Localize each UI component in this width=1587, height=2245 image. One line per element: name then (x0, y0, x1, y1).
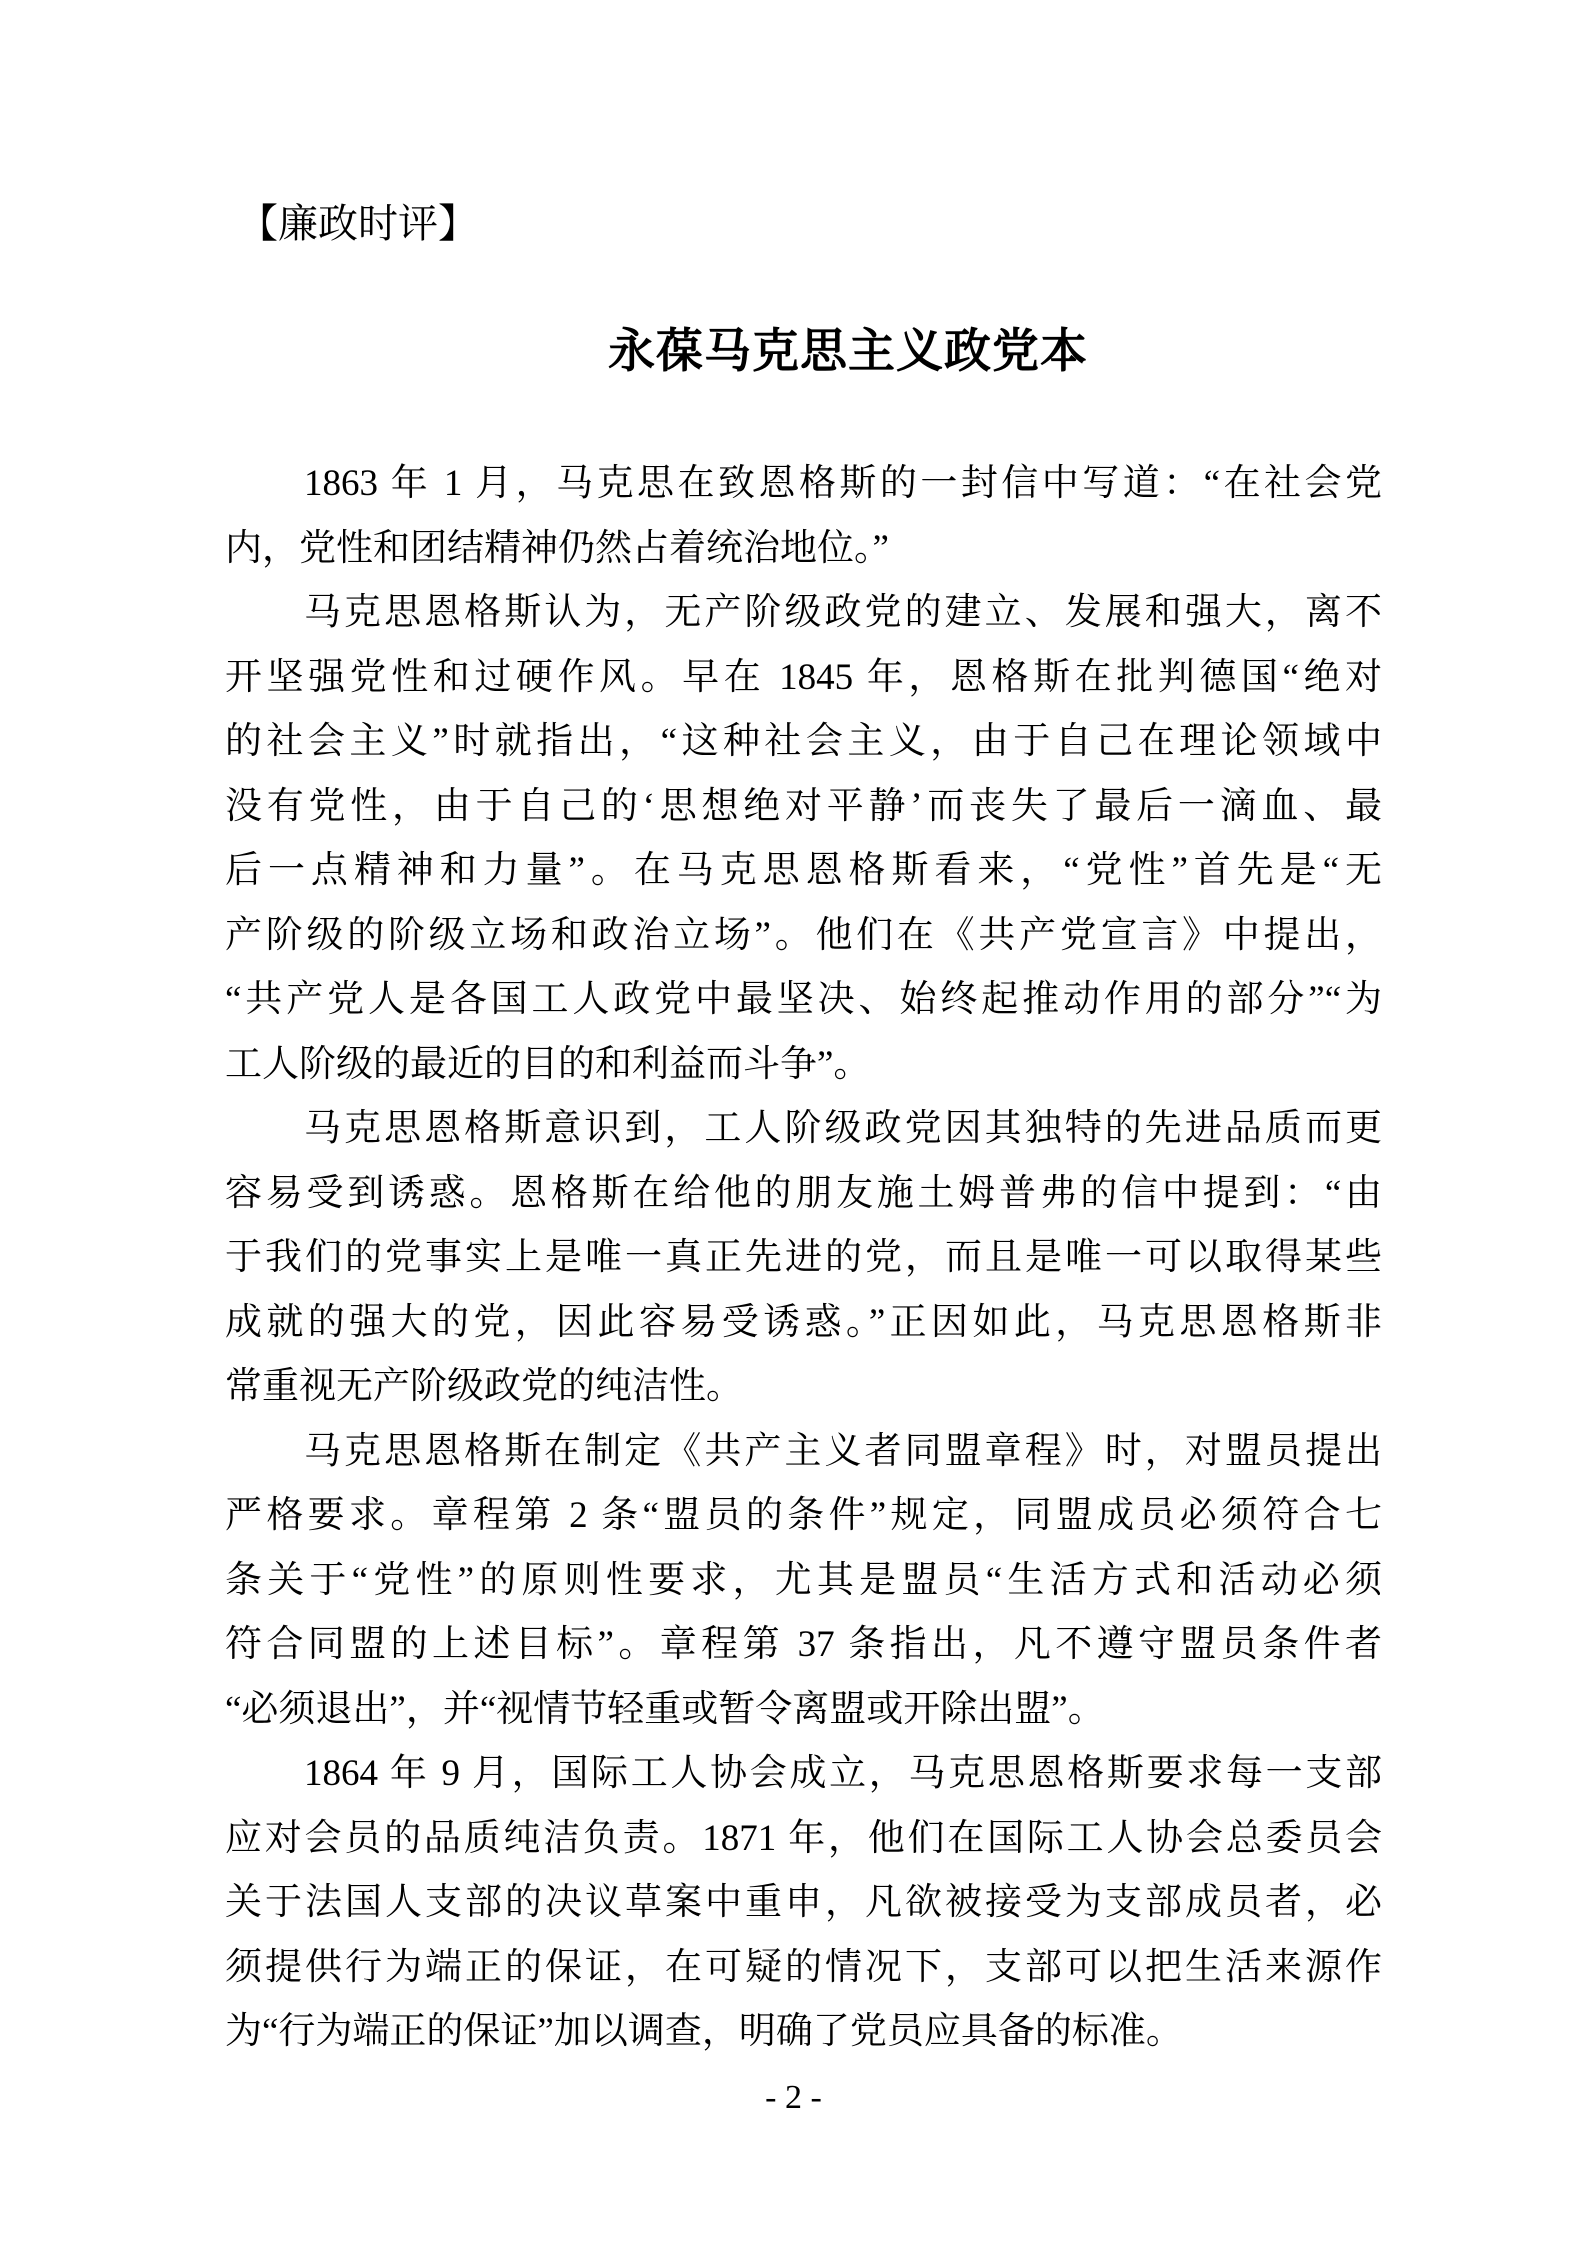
paragraph (225, 1097, 1382, 1420)
text-line: 工人阶级的最近的目的和利益而斗争”。 (225, 1043, 871, 1085)
text-line: 成就的强大的党，因此容易受诱惑。”正因如此，马克思恩格斯非 (225, 1301, 1382, 1343)
text-line: 1864 年 9 月，国际工人协会成立，马克思恩格斯要求每一支部 (304, 1753, 1382, 1794)
text-line: 的社会主义”时就指出，“这种社会主义，由于自己在理论领域中 (225, 721, 1382, 762)
text-line: 严格要求。章程第 2 条“盟员的条件”规定，同盟成员必须符合七 (225, 1495, 1382, 1536)
text-line: 内，党性和团结精神仍然占着统治地位。” (225, 527, 889, 569)
section-label: 【廉政时评】 (238, 201, 478, 246)
text-line: 应对会员的品质纯洁负责。1871 年，他们在国际工人协会总委员会 (225, 1817, 1382, 1859)
text-line: 后一点精神和力量”。在马克思恩格斯看来，“党性”首先是“无 (225, 850, 1382, 891)
text-line: 于我们的党事实上是唯一真正先进的党，而且是唯一可以取得某些 (225, 1237, 1382, 1278)
page-title: 永葆马克思主义政党本 (608, 326, 1088, 378)
text-line: 马克思恩格斯认为，无产阶级政党的建立、发展和强大，离不 (304, 592, 1382, 633)
text-line: 符合同盟的上述目标”。章程第 37 条指出，凡不遵守盟员条件者 (225, 1624, 1382, 1665)
paragraph (225, 452, 1382, 581)
paragraph (225, 1420, 1382, 1743)
body-text (225, 452, 1382, 2065)
text-line: 开坚强党性和过硬作风。早在 1845 年，恩格斯在批判德国“绝对 (225, 656, 1382, 698)
paragraph (225, 581, 1382, 1097)
page-number: - 2 - (765, 2079, 822, 2116)
text-line: 须提供行为端正的保证，在可疑的情况下，支部可以把生活来源作 (225, 1946, 1382, 1988)
text-line: 1863 年 1 月，马克思在致恩格斯的一封信中写道：“在社会党 (304, 463, 1382, 504)
text-line: 常重视无产阶级政党的纯洁性。 (225, 1366, 743, 1407)
text-line: 为“行为端正的保证”加以调查，明确了党员应具备的标准。 (225, 2011, 1183, 2052)
text-line: 产阶级的阶级立场和政治立场”。他们在《共产党宣言》中提出， (225, 914, 1382, 956)
text-line: 条关于“党性”的原则性要求，尤其是盟员“生活方式和活动必须 (225, 1559, 1382, 1601)
text-line: 没有党性，由于自己的‘思想绝对平静’而丧失了最后一滴血、最 (225, 785, 1382, 827)
text-line: “必须退出”，并“视情节轻重或暂令离盟或开除出盟”。 (225, 1688, 1105, 1730)
paragraph (225, 1742, 1382, 2065)
text-line: 容易受到诱惑。恩格斯在给他的朋友施土姆普弗的信中提到：“由 (225, 1172, 1382, 1214)
text-line: 关于法国人支部的决议草案中重申，凡欲被接受为支部成员者，必 (225, 1882, 1382, 1923)
text-line: “共产党人是各国工人政党中最坚决、始终起推动作用的部分”“为 (225, 979, 1382, 1020)
text-line: 马克思恩格斯意识到，工人阶级政党因其独特的先进品质而更 (304, 1108, 1382, 1149)
text-line: 马克思恩格斯在制定《共产主义者同盟章程》时，对盟员提出 (304, 1430, 1382, 1472)
